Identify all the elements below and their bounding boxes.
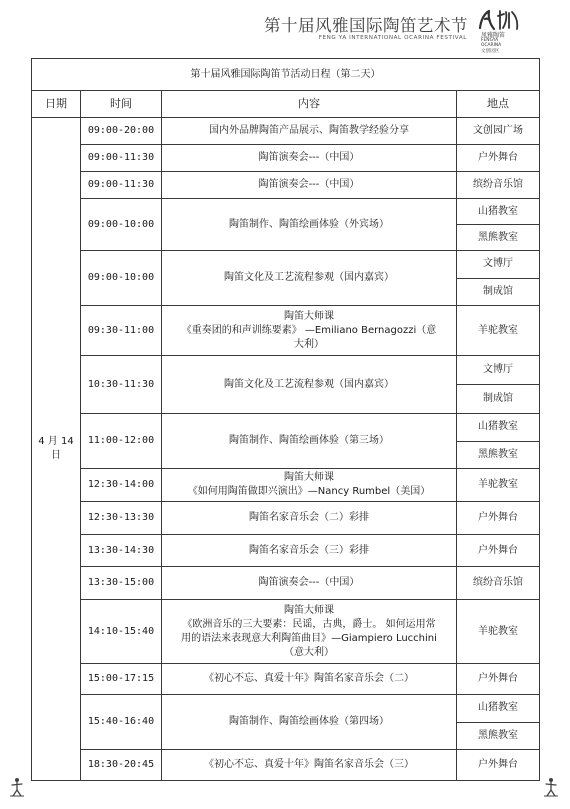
time-cell: 13:30-15:00 [81,567,162,600]
header-date: 日期 [32,91,81,118]
time-cell: 09:30-11:00 [81,306,162,356]
location-cell: 黑熊教室 [457,441,540,469]
time-cell: 18:30-20:45 [81,750,162,781]
header-time: 时间 [81,91,162,118]
content-cell [162,172,457,199]
logo-area-name: 文创园区 [481,49,500,54]
content-line: 陶笛大师课 [284,472,334,483]
content-line: 陶笛大师课 [284,604,334,616]
time-cell: 15:40-16:40 [81,695,162,750]
content-cell [162,145,457,172]
schedule-table [31,58,540,781]
ocarina-player-figure-icon [542,777,560,797]
content-cell [162,251,457,306]
table-row [32,172,540,199]
content-cell [162,306,457,356]
content-cell [162,356,457,414]
content-line: 《欧洲音乐的三大要素：民谣，古典，爵士。 如何运用常 [182,618,436,630]
table-row [32,664,540,695]
content-line: 用的语法来表现意大利陶笛曲目》—Giampiero Lucchini [181,632,437,644]
time-cell: 10:30-11:30 [81,356,162,414]
table-row [32,118,540,145]
time-cell: 09:00-10:00 [81,199,162,251]
table-title: 第十届风雅国际陶笛节活动日程（第二天） [32,59,540,91]
location-cell: 制成馆 [457,385,540,414]
location-cell: 山猪教室 [457,414,540,442]
content-line: 陶笛文化及工艺流程参观（国内嘉宾） [224,272,394,283]
location-cell: 缤纷音乐馆 [457,567,540,600]
table-row [32,535,540,567]
logo-chinese-name: 凤雅陶笛 [481,32,506,39]
table-row [32,199,540,225]
table-row [32,567,540,600]
content-line: 《重奏团的和声训练要素》 —Emiliano Bernagozzi（意 [181,324,437,336]
content-line: （意大利） [284,646,334,658]
header-content: 内容 [162,91,457,118]
content-line: 陶笛制作、陶笛绘画体验（第四场） [229,716,389,727]
content-line: 陶笛制作、陶笛绘画体验（第三场） [229,435,389,446]
time-cell: 09:00-11:30 [81,145,162,172]
festival-title: 第十届风雅国际陶笛艺术节 [264,16,468,35]
table-row [32,414,540,442]
content-cell [162,567,457,600]
location-cell: 户外舞台 [457,145,540,172]
content-cell [162,502,457,535]
content-line: 陶笛文化及工艺流程参观（国内嘉宾） [224,378,394,390]
content-line: 陶笛大师课 [284,310,334,322]
content-cell [162,469,457,502]
fengya-logo [476,8,544,54]
location-cell: 羊驼教室 [457,469,540,502]
table-title-row [32,59,540,91]
content-cell [162,600,457,664]
content-line: 《如何用陶笛做即兴演出》—Nancy Rumbel（美国） [187,486,431,497]
location-cell: 户外舞台 [457,664,540,695]
content-line: 陶笛名家音乐会（三）彩排 [249,544,369,556]
festival-subtitle: FENG YA INTERNATIONAL OCARINA FESTIVAL [318,35,467,41]
location-cell: 黑熊教室 [457,722,540,750]
content-line: 陶笛名家音乐会（二）彩排 [249,512,369,523]
table-row [32,145,540,172]
table-row [32,695,540,723]
date-cell: 4 月 14 日 [32,118,81,781]
content-line: 《初心不忘、真爱十年》陶笛名家音乐会（三） [204,759,414,770]
content-line: 陶笛演奏会---（中国） [258,179,360,190]
content-line: 大利） [294,338,324,350]
location-cell: 羊驼教室 [457,306,540,356]
page-header [0,0,570,52]
location-cell: 黑熊教室 [457,225,540,251]
time-cell: 12:30-14:00 [81,469,162,502]
table-row [32,306,540,356]
time-cell: 09:00-20:00 [81,118,162,145]
table-row [32,356,540,385]
content-cell [162,118,457,145]
time-cell: 11:00-12:00 [81,414,162,469]
content-line: 陶笛演奏会---（中国） [258,152,360,163]
table-row [32,469,540,502]
location-cell: 户外舞台 [457,750,540,781]
fengya-calligraphy-icon [476,8,522,32]
time-cell: 09:00-10:00 [81,251,162,306]
location-cell: 山猪教室 [457,695,540,723]
content-cell [162,695,457,750]
location-cell: 羊驼教室 [457,600,540,664]
location-cell: 制成馆 [457,278,540,306]
logo-en-line-1: FENGYA [481,38,499,43]
logo-en-line-2: OCARINA [481,43,502,48]
table-row [32,251,540,279]
location-cell: 文创园广场 [457,118,540,145]
header-location: 地点 [457,91,540,118]
location-cell: 户外舞台 [457,535,540,567]
table-row [32,502,540,535]
content-cell [162,535,457,567]
time-cell: 13:30-14:30 [81,535,162,567]
content-line: 国内外品牌陶笛产品展示、陶笛教学经验分享 [209,125,409,136]
time-cell: 09:00-11:30 [81,172,162,199]
time-cell: 12:30-13:30 [81,502,162,535]
location-cell: 户外舞台 [457,502,540,535]
location-cell: 山猪教室 [457,199,540,225]
time-cell: 15:00-17:15 [81,664,162,695]
location-cell: 文博厅 [457,356,540,385]
location-cell: 缤纷音乐馆 [457,172,540,199]
table-row [32,600,540,664]
content-cell [162,750,457,781]
content-cell [162,199,457,251]
content-cell [162,414,457,469]
content-line: 《初心不忘、真爱十年》陶笛名家音乐会（二） [204,673,414,684]
ocarina-player-figure-icon [8,777,26,797]
table-row [32,750,540,781]
time-cell: 14:10-15:40 [81,600,162,664]
content-line: 陶笛演奏会---（中国） [258,577,360,588]
content-line: 陶笛制作、陶笛绘画体验（外宾场） [229,218,389,230]
content-cell [162,664,457,695]
logo-english-name [481,38,501,48]
table-header-row [32,91,540,118]
location-cell: 文博厅 [457,251,540,279]
